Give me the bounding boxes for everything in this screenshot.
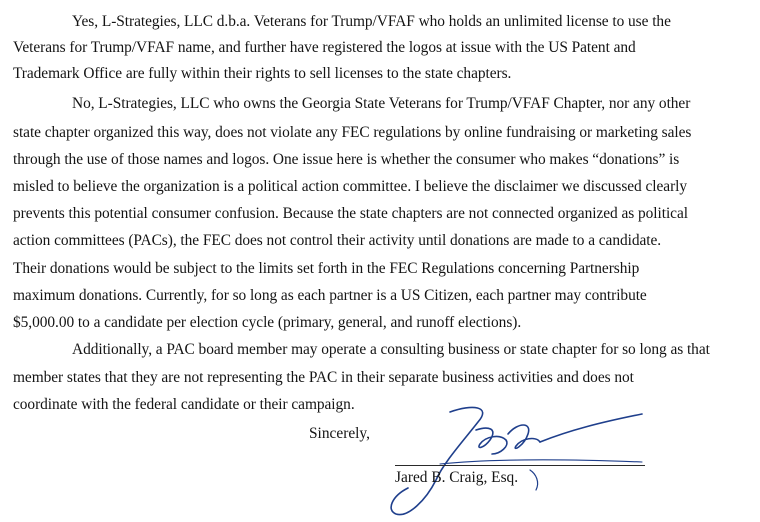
paragraph-1-line-1: Yes, L-Strategies, LLC d.b.a. Veterans for Trump/VFAF who holds an unlimited license to use the (72, 13, 671, 30)
paragraph-2-line-4: misled to believe the organization is a political action committee. I believe the disclaimer we discussed clearly (13, 178, 688, 195)
signature-line (395, 465, 645, 466)
signature-image (380, 400, 650, 522)
paragraph-2-line-6: action committees (PACs), the FEC does not control their activity until donations are made to a candidate. (13, 232, 662, 249)
paragraph-2-line-9: $5,000.00 to a candidate per election cycle (primary, general, and runoff elections). (13, 314, 522, 331)
closing-salutation: Sincerely, (309, 425, 370, 442)
paragraph-2-line-2: state chapter organized this way, does not violate any FEC regulations by online fundraising or marketing sales (13, 124, 692, 141)
paragraph-2-line-7: Their donations would be subject to the limits set forth in the FEC Regulations concerning Partnership (13, 260, 640, 277)
paragraph-3-line-3: coordinate with the federal candidate or their campaign. (13, 396, 355, 413)
paragraph-1-line-3: Trademark Office are fully within their rights to sell licenses to the state chapters. (13, 65, 512, 82)
paragraph-2-line-8: maximum donations. Currently, for so long as each partner is a US Citizen, each partner may contribute (13, 287, 647, 304)
paragraph-2-line-5: prevents this potential consumer confusion. Because the state chapters are not connected organized as political (13, 205, 688, 222)
paragraph-2-line-3: through the use of those names and logos. One issue here is whether the consumer who makes “donations” is (13, 151, 680, 168)
paragraph-1-line-2: Veterans for Trump/VFAF name, and further have registered the logos at issue with the US Patent and (13, 39, 636, 56)
paragraph-2-line-1: No, L-Strategies, LLC who owns the Georgia State Veterans for Trump/VFAF Chapter, nor any other (72, 95, 691, 112)
paragraph-3-line-2: member states that they are not representing the PAC in their separate business activities and does not (13, 369, 634, 386)
signer-name: Jared B. Craig, Esq. (395, 469, 519, 486)
paragraph-3-line-1: Additionally, a PAC board member may operate a consulting business or state chapter for so long as that (72, 341, 710, 358)
